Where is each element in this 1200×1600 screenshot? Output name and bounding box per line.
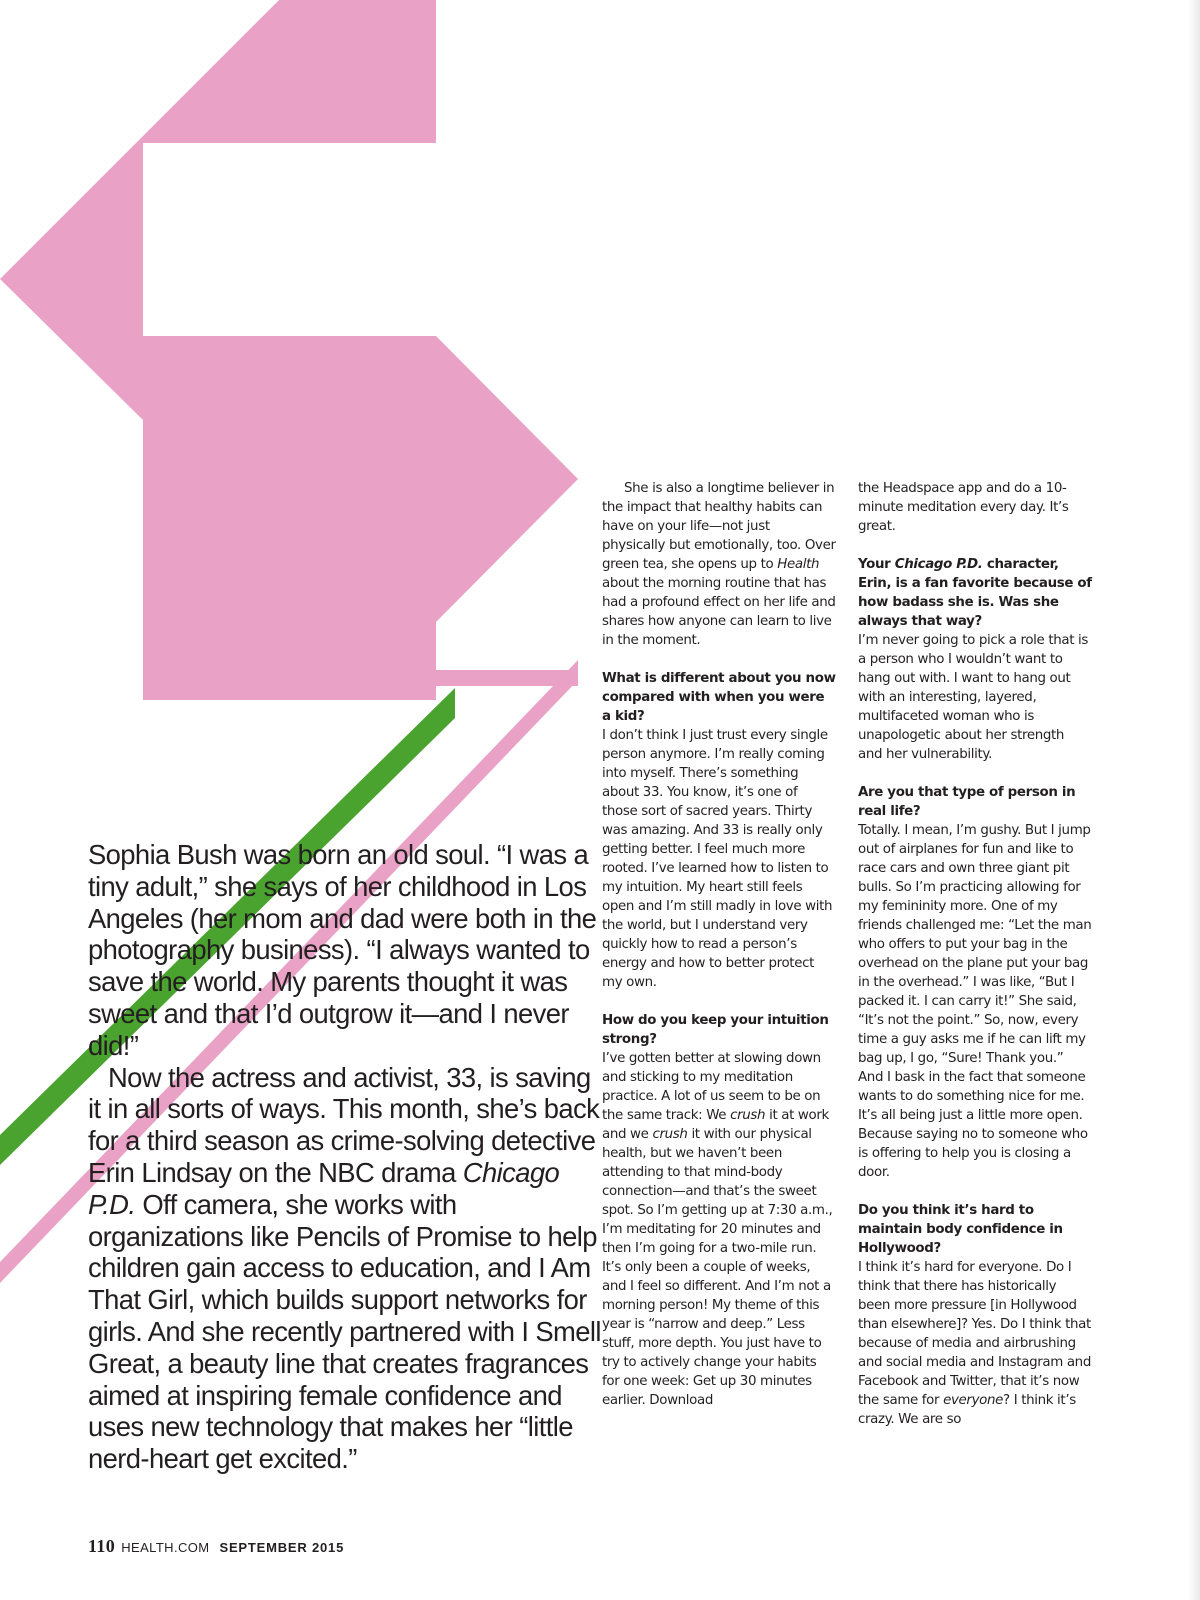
footer-site: HEALTH.COM <box>121 1540 210 1555</box>
answer-5: I think it’s hard for everyone. Do I think that there has historically been more pressure [in Hollywood than elsewhere]? Yes. Do I think that because of media and airbrushing and social media and Instagram and Facebook and Twitter, that it’s now the same for everyone? I think it’s crazy. We are so <box>858 1260 1091 1427</box>
question-5: Do you think it’s hard to maintain body confidence in Hollywood? <box>858 1203 1063 1256</box>
page-footer <box>88 1536 344 1557</box>
answer-3: I’m never going to pick a role that is a person who I wouldn’t want to hang out with. I want to hang out with an interesting, layered, multifaceted woman who is unapologetic about her strength and her vulnerability. <box>858 633 1089 762</box>
answer-4: Totally. I mean, I’m gushy. But I jump out of airplanes for fun and like to race cars and own three giant pit bulls. So I’m practicing allowing for my femininity more. One of my friends challenged me: “Let the man who offers to put your bag in the overhead on the plane put your bag in the overhead.” I was like, “But I packed it. I can carry it!” She said, “It’s not the point.” So, now, every time a guy asks me if he can lift my bag up, I go, “Sure! Thank you.” And I bask in the fact that someone wants to do something nice for me. It’s all being just a little more open. Because saying no to someone who is offering to help you is closing a door. <box>858 823 1092 1180</box>
article-column-1 <box>602 479 836 1410</box>
page-number: 110 <box>88 1536 116 1556</box>
intro-text <box>88 839 608 1475</box>
answer-1: I don’t think I just trust every single person anymore. I’m really coming into myself. There’s something about 33. You know, it’s one of those sort of sacred years. Thirty was amazing. And 33 is really only getting better. I feel much more rooted. I’ve learned how to listen to my intuition. My heart still feels open and I’m still madly in love with the world, but I understand very quickly how to read a person’s energy and how to better protect my own. <box>602 728 833 990</box>
intro-paragraph-2: Now the actress and activist, 33, is saving it in all sorts of ways. This month, she’s back for a third season as crime-solving detective Erin Lindsay on the NBC drama Chicago P.D. Off camera, she works with organizations like Pencils of Promise to help children gain access to education, and I Am That Girl, which builds support networks for girls. And she recently partnered with I Smell Great, a beauty line that creates fragrances aimed at inspiring female confidence and uses new technology that makes her “little nerd-heart get excited.” <box>88 1061 601 1475</box>
answer-2-continued: the Headspace app and do a 10-minute meditation every day. It’s great. <box>858 481 1069 534</box>
question-3: Your Chicago P.D. character, Erin, is a fan favorite because of how badass she is. Was she always that way? <box>858 557 1092 629</box>
article-column-2 <box>858 479 1092 1429</box>
question-4: Are you that type of person in real life? <box>858 785 1076 819</box>
question-1: What is different about you now compared with when you were a kid? <box>602 671 836 724</box>
intro-paragraph-1: Sophia Bush was born an old soul. “I was a tiny adult,” she says of her childhood in Los Angeles (her mom and dad were both in the photography business). “I always wanted to save the world. My parents thought it was sweet and that I’d outgrow it—and I never did!” <box>88 839 597 1061</box>
answer-2: I’ve gotten better at slowing down and sticking to my meditation practice. A lot of us seem to be on the same track: We crush it at work and we crush it with our physical health, but we haven’t been attending to that mind-body connection—and that’s the sweet spot. So I’m getting up at 7:30 a.m., I’m meditating for 20 minutes and then I’m going for a two-mile run. It’s only been a couple of weeks, and I feel so different. And I’m not a morning person! My theme of this year is “narrow and deep.” Less stuff, more depth. You just have to try to actively change your habits for one week: Get up 30 minutes earlier. Download <box>602 1051 833 1408</box>
question-2: How do you keep your intuition strong? <box>602 1013 829 1047</box>
lead-paragraph: She is also a longtime believer in the impact that healthy habits can have on your life—not just physically but emotionally, too. Over green tea, she opens up to Health about the morning routine that has had a profound effect on her life and shares how anyone can learn to live in the moment. <box>602 481 836 648</box>
page-edge-shadow <box>1188 0 1200 1600</box>
footer-date: SEPTEMBER 2015 <box>219 1540 345 1555</box>
